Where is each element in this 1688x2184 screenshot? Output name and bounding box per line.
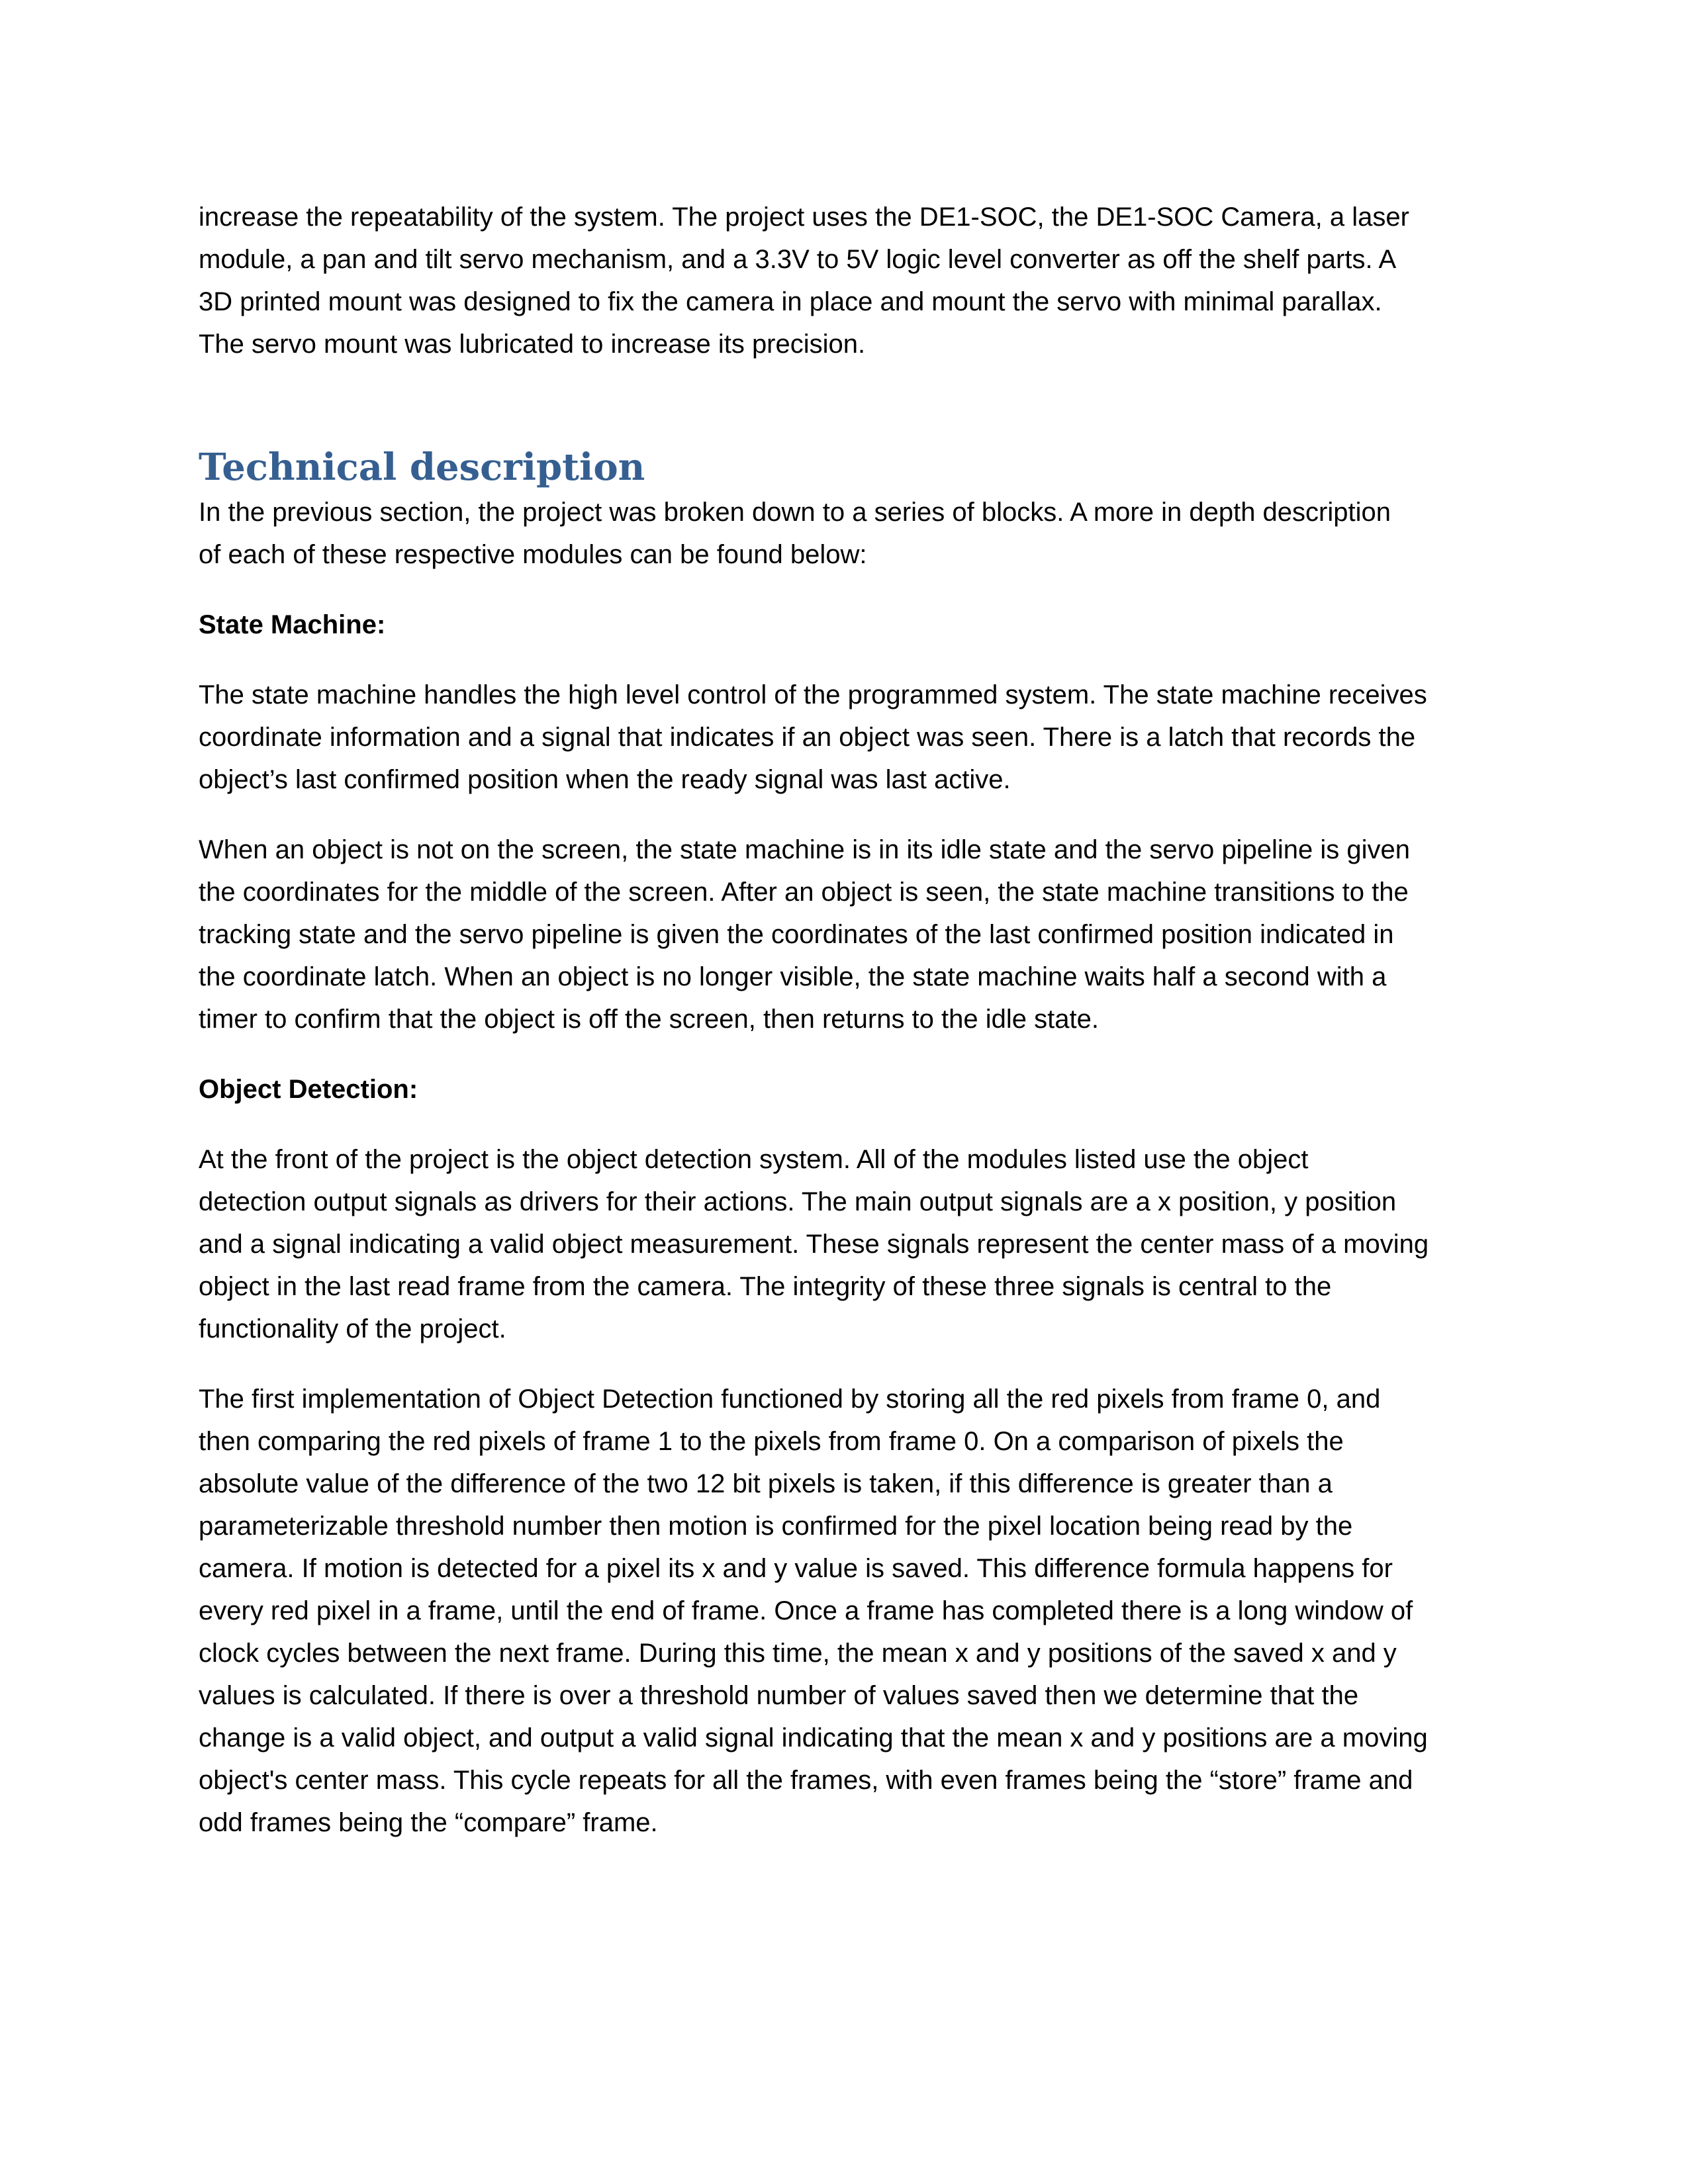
text-line: values is calculated. If there is over a threshold number of values saved then we determine that the [199, 1681, 1359, 1710]
text-line: The state machine handles the high level control of the programmed system. The state machine receives [199, 680, 1427, 709]
object-detection-paragraph-1 [199, 1138, 1496, 1350]
text-line: 3D printed mount was designed to fix the camera in place and mount the servo with minimal parallax. [199, 287, 1382, 316]
document-page [199, 196, 1496, 1844]
spacer [199, 1040, 1496, 1068]
text-line: In the previous section, the project was broken down to a series of blocks. A more in depth description [199, 498, 1391, 527]
text-line: object’s last confirmed position when the ready signal was last active. [199, 765, 1011, 794]
technical-intro-paragraph [199, 491, 1496, 576]
spacer [199, 1111, 1496, 1138]
text-line: timer to confirm that the object is off the screen, then returns to the idle state. [199, 1005, 1099, 1034]
subheading-state-machine: State Machine: [199, 610, 386, 639]
text-line: The servo mount was lubricated to increase its precision. [199, 330, 866, 359]
text-line: coordinate information and a signal that indicates if an object was seen. There is a latch that records the [199, 723, 1416, 752]
text-line: increase the repeatability of the system. The project uses the DE1-SOC, the DE1-SOC Camera, a laser [199, 203, 1409, 232]
text-line: parameterizable threshold number then motion is confirmed for the pixel location being read by the [199, 1512, 1353, 1541]
text-line: absolute value of the difference of the two 12 bit pixels is taken, if this difference is greater than a [199, 1469, 1333, 1498]
intro-paragraph [199, 196, 1496, 365]
text-line: module, a pan and tilt servo mechanism, and a 3.3V to 5V logic level converter as off the shelf parts. A [199, 245, 1397, 274]
text-line: every red pixel in a frame, until the end of frame. Once a frame has completed there is a long window of [199, 1596, 1413, 1625]
text-line: object in the last read frame from the camera. The integrity of these three signals is central to the [199, 1272, 1332, 1301]
text-line: and a signal indicating a valid object measurement. These signals represent the center mass of a moving [199, 1230, 1429, 1259]
text-line: change is a valid object, and output a valid signal indicating that the mean x and y positions are a moving [199, 1723, 1428, 1752]
spacer [199, 365, 1496, 443]
spacer [199, 1350, 1496, 1378]
object-detection-paragraph-2 [199, 1378, 1496, 1844]
text-line: camera. If motion is detected for a pixel its x and y value is saved. This difference formula happens for [199, 1554, 1393, 1583]
text-line: The first implementation of Object Detection functioned by storing all the red pixels from frame 0, and [199, 1385, 1381, 1414]
text-line: clock cycles between the next frame. During this time, the mean x and y positions of the saved x and y [199, 1639, 1397, 1668]
text-line: When an object is not on the screen, the state machine is in its idle state and the servo pipeline is given [199, 835, 1410, 864]
state-machine-paragraph-1 [199, 674, 1496, 801]
state-machine-paragraph-2 [199, 829, 1496, 1040]
text-line: the coordinate latch. When an object is no longer visible, the state machine waits half a second with a [199, 962, 1387, 991]
subheading-object-detection: Object Detection: [199, 1075, 418, 1104]
text-line: functionality of the project. [199, 1314, 506, 1343]
text-line: tracking state and the servo pipeline is given the coordinates of the last confirmed position indicated in [199, 920, 1394, 949]
spacer [199, 576, 1496, 604]
text-line: the coordinates for the middle of the screen. After an object is seen, the state machine transitions to the [199, 878, 1409, 907]
section-heading-technical-description: Technical description [199, 445, 645, 489]
text-line: detection output signals as drivers for their actions. The main output signals are a x position, y position [199, 1187, 1397, 1216]
spacer [199, 646, 1496, 674]
text-line: odd frames being the “compare” frame. [199, 1808, 658, 1837]
text-line: of each of these respective modules can be found below: [199, 540, 867, 569]
text-line: At the front of the project is the object detection system. All of the modules listed use the object [199, 1145, 1309, 1174]
spacer [199, 801, 1496, 829]
text-line: then comparing the red pixels of frame 1 to the pixels from frame 0. On a comparison of pixels the [199, 1427, 1344, 1456]
text-line: object's center mass. This cycle repeats for all the frames, with even frames being the “store” frame and [199, 1766, 1413, 1795]
